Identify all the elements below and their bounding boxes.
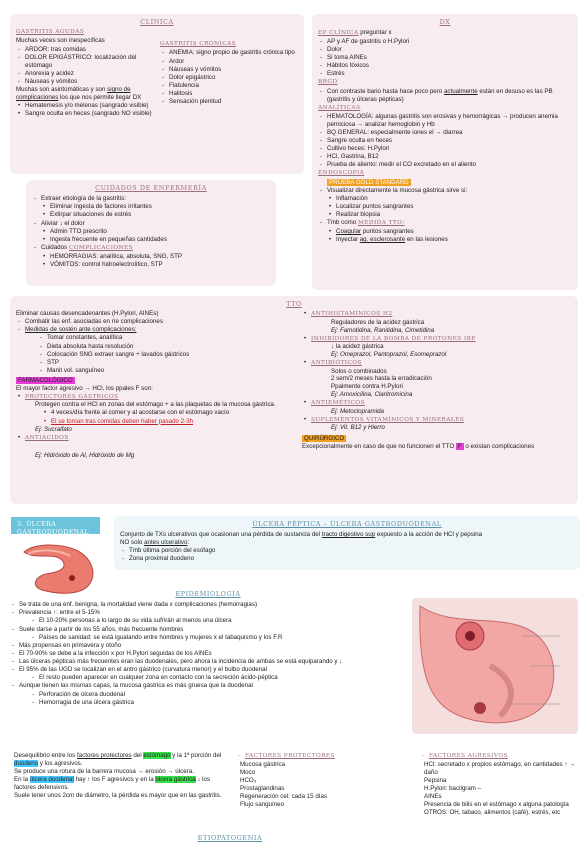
analiticas-list xyxy=(318,113,572,170)
agudas-intro: Muchas veces son inespecíficas xyxy=(16,37,105,45)
list-item: • Realizar biopsia xyxy=(336,211,572,219)
list-item: - Más propensas en primavera y otoño xyxy=(19,642,406,650)
list-item: • ANTIÁCIDOS Ej: Hidróxido de Al, Hidróxido de Mg xyxy=(25,434,301,460)
list-item: - Hábitos tóxicos xyxy=(327,62,572,70)
tto-left-column xyxy=(16,310,301,460)
list-item: • Ingesta frecuente en pequeñas cantidades xyxy=(50,236,270,244)
list-item: - Aliviar ↓ el dolor • Admin TTO prescrito • Ingesta frecuente en pequeñas cantidades xyxy=(41,220,270,244)
quirurgico-text: Excepcionalmente en caso de que no funcionen el TTO F o existan complicaciones xyxy=(302,443,535,451)
list-item: - Zona proximal duodeno xyxy=(129,555,574,563)
agudas-title: GASTRITIS AGUDAS xyxy=(16,29,85,35)
agudas-list xyxy=(16,46,156,86)
list-item: - Tmb como MEDIDA TTO: • Coagular puntos sangrantes • Inyectar ag. esclerosante en las lesiones xyxy=(327,219,572,244)
list-item: • VÓMITOS: control hidroelectrolítico, STP xyxy=(50,261,270,269)
list-item: - Si toma AINEs xyxy=(327,54,572,62)
enfermeria-section xyxy=(26,180,276,286)
enfermeria-list xyxy=(32,195,270,268)
list-item: - Medidas de sostén ante complicaciones: - Tomar constantes, analítica - Dieta absoluta hasta resolución - Colocación SNG extraer sangre + lavados gástricos - STP - Manit vol. sanguíneo xyxy=(25,326,301,375)
list-item: - El 10-20% personas a lo largo de su vida sufrirán al menos una úlcera xyxy=(39,617,406,625)
factores-agresivos: - FACTORES AGRESIVOS HCl: secretado x propios estómago, en cantidades ↑ → daño Pepsina H.Pylori: bacilgram – AINEs Presencia de bilis en el estómago x alguna patología OTROS: OH, tabaco, alimentos (café), estrés, etc xyxy=(420,752,580,848)
list-item: • Localizar puntos sangrantes xyxy=(336,203,572,211)
factores-protectores: - FACTORES PROTECTORES Mucosa gástrica Moco HCO₃ Prostaglandinas Regeneración cel: cada 15 días Flujo sanguíneo xyxy=(236,752,404,836)
ulcera-def-title: ÚLCERA PÉPTICA – ÚLCERA GASTRODUODENAL xyxy=(252,520,442,528)
list-item: - Cultivo heces: H.Pylori xyxy=(327,145,572,153)
enfermeria-title: CUIDADOS DE ENFERMERÍA xyxy=(95,184,207,192)
stomach-illustration xyxy=(16,538,102,598)
list-item: - BQ GENERAL: especialmente iones el → diarrea xyxy=(327,129,572,137)
ulcera-definicion: ÚLCERA PÉPTICA – ÚLCERA GASTRODUODENAL Conjunto de TXs ulcerativos que ocasionan una pérdida de sustancia del tracto digestivo sup expuesto a la acción de HCl y pepsina NO solo antes ulcerativo: - Tmb última porción del esófago - Zona proximal duodeno xyxy=(114,516,580,570)
list-item: - Prevalencia ↑: entre el 5-15% - El 10-20% personas a lo largo de su vida sufrirán al menos una úlcera xyxy=(19,609,406,625)
list-item: - Estrés xyxy=(327,70,572,78)
list-item: - Sangre oculta en heces xyxy=(327,137,572,145)
list-item: - Dolor xyxy=(327,46,572,54)
analiticas-title: ANALÍTICAS xyxy=(318,104,361,111)
list-item: • 4 veces/día frente al comer y al acostarse con el estómago vacío xyxy=(51,409,301,417)
list-item: - Tmb última porción del esófago xyxy=(129,547,574,555)
list-item: - STP xyxy=(47,359,301,367)
asintomaticas-text: Muchas son asintomáticas y son signo de complicaciones los que nos permite llegar DX xyxy=(16,85,142,101)
list-item: • Sangre oculta en heces (sangrado NO visible) xyxy=(25,110,156,118)
ulcer-diagram-icon xyxy=(410,596,580,736)
list-item: - Visualizar directamente la mucosa gástrica sirve si: • Inflamación • Localizar puntos sangrantes • Realizar biopsia xyxy=(327,187,572,219)
clinica-title: CLÍNICA xyxy=(140,18,174,26)
list-item: - ANEMIA: signo propio de gastritis crónica tipo xyxy=(169,49,298,57)
list-item: - Manit vol. sanguíneo xyxy=(47,367,301,375)
farmacologico-badge: FARMACOLÓGICO xyxy=(18,376,73,384)
ep-list xyxy=(318,38,572,78)
list-item: - El 95% de las UGD se localizan en el antro gástrico (curvatura menor) y el bulbo duodenal - El resto pueden aparecer en cualquier zona en contacto con la secreción ácido-péptica xyxy=(19,666,406,682)
list-item: - Tomar constantes, analítica xyxy=(47,334,301,342)
list-item: - Anorexia y acidez xyxy=(25,70,156,78)
list-item: - Se trata de una enf. benigna, la mortalidad viene dada x complicaciones (hemorragias) xyxy=(19,601,406,609)
tto-right-column xyxy=(302,310,572,451)
list-item: - Hemorragia de una úlcera gástrica xyxy=(39,699,406,707)
dx-section xyxy=(312,14,578,290)
brgd-title: BRGD xyxy=(318,79,338,86)
list-item: • Extirpar situaciones de estrés xyxy=(50,211,270,219)
list-item: • Coagular puntos sangrantes xyxy=(336,228,572,236)
list-item: - Náuseas y vómitos xyxy=(169,66,298,74)
list-item: - Flatulencia xyxy=(169,82,298,90)
complicaciones-list xyxy=(16,102,156,118)
ep-clinica: EP CLÍNICA preguntar x xyxy=(318,29,392,37)
list-item: • SUPLEMENTOS VITAMÍNICOS Y MINERALES Ej: Vit. B12 y Hierro xyxy=(311,416,572,432)
list-item: - ARDOR: tras comidas xyxy=(25,46,156,54)
brgd-list xyxy=(318,88,572,104)
list-item: - Ardor xyxy=(169,58,298,66)
list-item: • INHIBIDORES DE LA BOMBA DE PROTONES IBP ↓ la acidez gástrica Ej: Omeprazol, Pantoprazol, Esomeprazol xyxy=(311,335,572,359)
list-item: - El resto pueden aparecer en cualquier zona en contacto con la secreción ácido-péptica xyxy=(39,674,406,682)
list-item: - HCl, Gastrina, B12 xyxy=(327,153,572,161)
etiopatogenia-left: Desequilibrio entre los factores protectores del estómago y la 1ª porción del duodeno y los agresivos. Se produce una rotura de la barrera mucosa → erosión → úlcera. En la úlcera duodenal hay ↑ los F agresivos y en la úlcera gástrica ↓ los factores defensivos. Suele tener unos 2cm de diámetro, la pérdida es mayor que en las gastritis. xyxy=(14,752,222,799)
list-item: - FACTORES AGRESIVOS xyxy=(429,753,580,760)
cronicas-list xyxy=(160,49,298,106)
dx-title: DX xyxy=(439,18,451,26)
tto-section xyxy=(10,296,578,504)
list-item: - FACTORES PROTECTORES xyxy=(245,753,404,760)
list-item: - Las úlceras pépticas más frecuentes eran las duodenales, pero ahora la incidencia de ambas se está equiparando y ↓ xyxy=(19,658,406,666)
gastritis-cronicas xyxy=(160,40,298,106)
list-item: - Colocación SNG extraer sangre + lavados gástricos xyxy=(47,351,301,359)
list-item: - Halitosis xyxy=(169,90,298,98)
list-item: - AP y AF de gastritis o H.Pylori xyxy=(327,38,572,46)
list-item: - El 70-90% se debe a la infección x por H.Pylori seguidas de los AINEs xyxy=(19,650,406,658)
endoscopia-list xyxy=(318,187,572,244)
ulcer-illustration xyxy=(410,596,580,736)
list-item: • HEMORRAGIAS: analítica, absoluta, SNG, STP xyxy=(50,253,270,261)
list-item: - Cuidados COMPLICACIONES • HEMORRAGIAS: analítica, absoluta, SNG, STP • VÓMITOS: control hidroelectrolítico, STP xyxy=(41,244,270,269)
list-item: - Combatir las enf. asociadas en ríe complicaciones xyxy=(25,318,301,326)
clinica-section xyxy=(10,14,304,174)
etiopatogenia-title: ETIOPATOGENIA xyxy=(197,834,263,842)
list-item: • Hematemesis y/o melenas (sangrado visible) xyxy=(25,102,156,110)
mayor-factor: El mayor factor agresivo → HCl, los ppales F son: xyxy=(16,384,153,392)
list-item: - DOLOR EPIGÁSTRICO: localización del estómago xyxy=(25,54,156,70)
epidemiologia-section xyxy=(10,590,406,740)
list-item: • ANTIHISTAMÍNICOS H2 Reguladores de la acidez gástrica Ej: Famotidina, Ranitidina, Cimetidina xyxy=(311,310,572,334)
endoscopia-title: ENDOSCOPIA xyxy=(318,170,365,177)
list-item: - Perforación de úlcera duodenal xyxy=(39,691,406,699)
tto-intro: Eliminar causas desencadenantes (H.Pylori, AINEs) xyxy=(16,310,159,317)
list-item: • Admin TTO prescrito xyxy=(50,228,270,236)
epidemiologia-title: EPIDEMIOLOGÍA xyxy=(175,590,241,598)
gastritis-agudas xyxy=(16,28,156,118)
tto-title: TTO xyxy=(286,300,302,308)
ulcera-banner: 3. ÚLCERA GASTRODUODENAL xyxy=(11,517,100,534)
stomach-icon xyxy=(16,538,102,598)
list-item: • Inflamación xyxy=(336,195,572,203)
list-item: - Suele darse a partir de los 55 años, más frecuente hombres - Países de sanidad: se está igualando entre hombres y mujeres x el tabaquismo y los F.R xyxy=(19,626,406,642)
list-item: • El se toman tras comidas deben haber pasado 2-3h xyxy=(51,418,301,426)
list-item: - Extraer etiología de la gastritis: • Eliminar ingesta de factores irritantes • Extirpar situaciones de estrés xyxy=(41,195,270,219)
list-item: • Inyectar ag. esclerosante en las lesiones xyxy=(336,236,572,244)
quirurgico-badge: QUIRÚRGICO xyxy=(304,435,345,443)
gold-standard-badge: PRUEBA GOLD STANDARD xyxy=(329,178,409,186)
list-item: • ANTIEMÉTICOS Ej: Metoclopramida xyxy=(311,399,572,415)
list-item: - HEMATOLOGÍA: algunas gastritis son erosivas y hemorrágicas → producen anemia perniciosa → analizar hemoglobin y Hb xyxy=(327,113,572,129)
list-item: - Países de sanidad: se está igualando entre hombres y mujeres x el tabaquismo y los F.R xyxy=(39,634,406,642)
list-item: - Náuseas y vómitos xyxy=(25,78,156,86)
cronicas-title: GASTRITIS CRÓNICAS xyxy=(160,41,236,47)
list-item: - Dolor epigástrico xyxy=(169,74,298,82)
list-item: - Sensación plenitud xyxy=(169,98,298,106)
etiopatogenia-title-wrap xyxy=(190,834,270,846)
list-item: • PROTECTORES GÁSTRICOS Protegen contra el HCl en zonas del estómago + a las plaquetas de la mucosa gástrica. • 4 veces/día frente al comer y al acostarse con el estómago vacío • El se toman tras comidas deben haber pasado 2-3h Ej: Sucralfato xyxy=(25,393,301,434)
list-item: • Eliminar ingesta de factores irritantes xyxy=(50,203,270,211)
list-item: - Aunque tienen las mismas capas, la mucosa gástrica es más gruesa que la duodenal - Perforación de úlcera duodenal - Hemorragia de una úlcera gástrica xyxy=(19,682,406,706)
list-item: • ANTIBIÓTICOS Solos o combinados 2 sem/2 meses hasta la erradicación Ppalmente contra H.Pylori Ej: Amoxicilina, Claritromicina xyxy=(311,359,572,399)
list-item: - Con contraste bario hasta hace poco pero actualmente están en desuso es las PB (gastritis y úlceras pépticas) xyxy=(327,88,572,104)
list-item: - Dieta absoluta hasta resolución xyxy=(47,343,301,351)
list-item: - Prueba de aliento: medir el CO excretado en el aliento xyxy=(327,161,572,169)
